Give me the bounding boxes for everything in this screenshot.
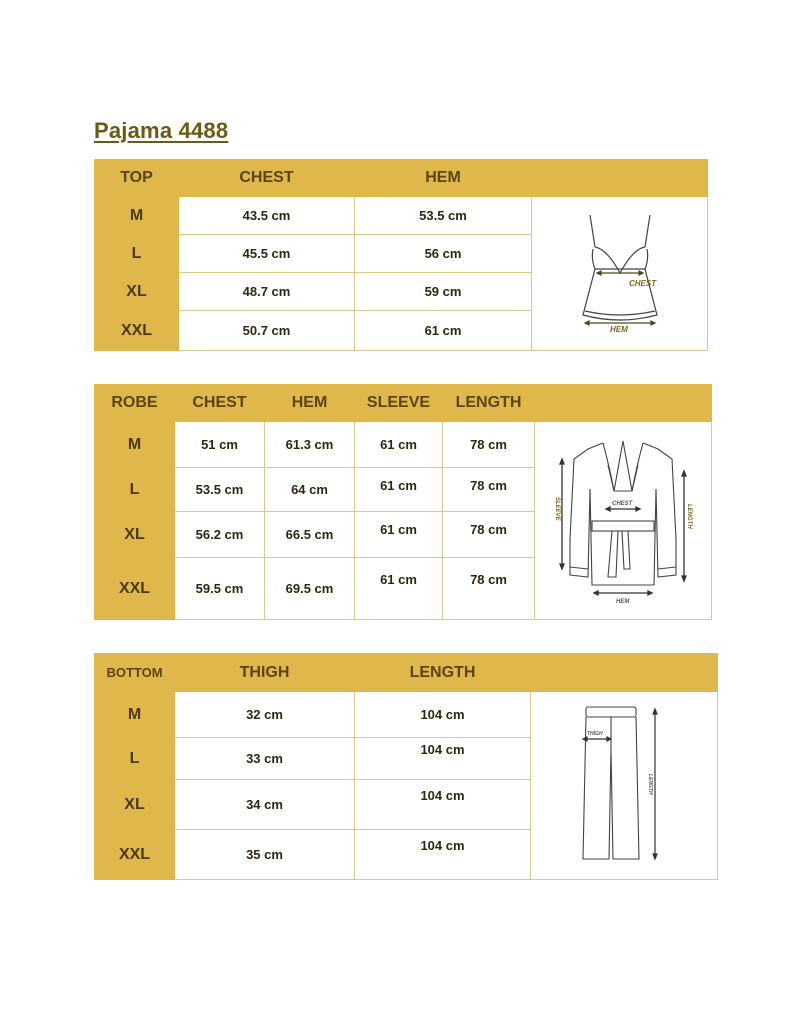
chest-cell: 50.7 cm (179, 311, 355, 351)
hem-cell: 56 cm (355, 235, 532, 273)
hem-cell: 61.3 cm (265, 422, 355, 468)
header-hem: HEM (265, 385, 355, 422)
length-cell: 104 cm (355, 780, 531, 830)
hem-cell: 64 cm (265, 468, 355, 512)
thigh-cell: 34 cm (175, 780, 355, 830)
size-cell: M (95, 422, 175, 468)
size-cell: M (95, 197, 179, 235)
robe-diagram (535, 422, 712, 620)
chest-cell: 53.5 cm (175, 468, 265, 512)
chest-cell: 56.2 cm (175, 512, 265, 558)
diagram-label-sleeve: SLEEVE (554, 497, 560, 521)
hem-cell: 69.5 cm (265, 558, 355, 620)
length-cell: 78 cm (443, 558, 535, 620)
hem-cell: 61 cm (355, 311, 532, 351)
robe-illustration (548, 429, 698, 609)
sleeve-cell: 61 cm (355, 512, 443, 558)
length-cell: 104 cm (355, 830, 531, 880)
table-row (95, 197, 708, 235)
top-diagram (532, 197, 708, 351)
chest-cell: 45.5 cm (179, 235, 355, 273)
diagram-label-length: LENGTH (686, 504, 692, 529)
chest-cell: 43.5 cm (179, 197, 355, 235)
diagram-label-chest: CHEST (612, 501, 633, 507)
table-row (95, 692, 718, 738)
diagram-label-chest: CHEST (628, 279, 656, 288)
header-chest: CHEST (179, 160, 355, 197)
size-cell: XL (95, 273, 179, 311)
length-cell: 104 cm (355, 738, 531, 780)
header-empty (535, 385, 712, 422)
thigh-cell: 35 cm (175, 830, 355, 880)
length-cell: 104 cm (355, 692, 531, 738)
length-cell: 78 cm (443, 422, 535, 468)
size-cell: XL (95, 780, 175, 830)
header-sleeve: SLEEVE (355, 385, 443, 422)
length-cell: 78 cm (443, 468, 535, 512)
header-length: LENGTH (443, 385, 535, 422)
table-row (95, 422, 712, 468)
header-bottom: BOTTOM (95, 654, 175, 692)
top-size-table (94, 159, 708, 351)
header-hem: HEM (355, 160, 532, 197)
chest-cell: 51 cm (175, 422, 265, 468)
diagram-label-thigh: THIGH (587, 731, 603, 737)
header-empty (532, 160, 708, 197)
chest-cell: 48.7 cm (179, 273, 355, 311)
pants-illustration (569, 699, 679, 869)
header-thigh: THIGH (175, 654, 355, 692)
diagram-label-hem: HEM (609, 325, 628, 334)
thigh-cell: 32 cm (175, 692, 355, 738)
hem-cell: 59 cm (355, 273, 532, 311)
bottom-diagram (531, 692, 718, 880)
robe-size-table (94, 384, 712, 620)
hem-cell: 53.5 cm (355, 197, 532, 235)
sleeve-cell: 61 cm (355, 558, 443, 620)
size-cell: XXL (95, 830, 175, 880)
bottom-size-table (94, 653, 718, 880)
thigh-cell: 33 cm (175, 738, 355, 780)
header-length: LENGTH (355, 654, 531, 692)
size-cell: L (95, 235, 179, 273)
size-cell: L (95, 468, 175, 512)
header-chest: CHEST (175, 385, 265, 422)
camisole-illustration (555, 207, 685, 337)
header-empty (531, 654, 718, 692)
hem-cell: 66.5 cm (265, 512, 355, 558)
size-cell: M (95, 692, 175, 738)
sleeve-cell: 61 cm (355, 422, 443, 468)
size-cell: L (95, 738, 175, 780)
diagram-label-hem: HEM (616, 599, 630, 605)
length-cell: 78 cm (443, 512, 535, 558)
size-cell: XL (95, 512, 175, 558)
size-cell: XXL (95, 311, 179, 351)
header-top: TOP (95, 160, 179, 197)
sleeve-cell: 61 cm (355, 468, 443, 512)
header-robe: ROBE (95, 385, 175, 422)
chest-cell: 59.5 cm (175, 558, 265, 620)
size-cell: XXL (95, 558, 175, 620)
page-title: Pajama 4488 (94, 118, 229, 143)
diagram-label-length: LENGTH (647, 774, 653, 795)
